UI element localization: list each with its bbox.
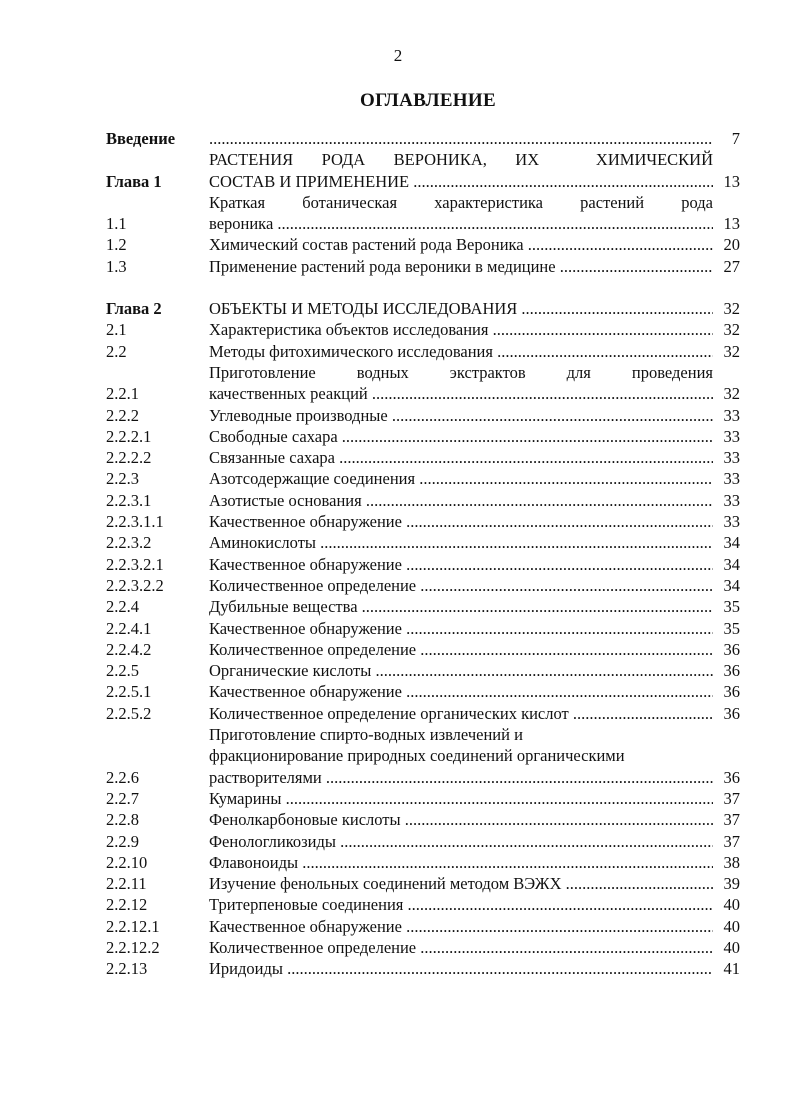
toc-entry-title: [209, 468, 713, 489]
toc-entry-number: Глава 2: [106, 299, 162, 319]
toc-entry: [106, 298, 746, 319]
toc-entry-title: [209, 490, 713, 511]
toc-entry-page: 34: [723, 554, 740, 574]
toc-entry-title-lead: РАСТЕНИЯ РОДА ВЕРОНИКА, ИХ ХИМИЧЕСКИЙ: [209, 150, 713, 170]
toc-entry-page: 38: [723, 852, 740, 872]
toc-entry-number: 2.2.6: [106, 767, 139, 787]
toc-entry-title-text: Углеводные производные .....: [209, 405, 713, 426]
toc-entry-page: 40: [723, 895, 740, 915]
toc-entry-title: [209, 958, 713, 979]
toc-entry-title: [209, 809, 713, 830]
toc-entry: [106, 894, 746, 915]
toc-entry-title: [209, 681, 713, 702]
toc-entry-title: [209, 405, 713, 426]
toc-entry-number: 2.2.12.2: [106, 937, 160, 957]
toc-entry: [106, 852, 746, 873]
toc-entry-title: [209, 341, 713, 362]
toc-entry-title: [209, 937, 713, 958]
toc-entry-number: 2.2.4: [106, 597, 139, 617]
toc-entry-number: 2.2.4.2: [106, 639, 152, 659]
table-of-contents: [106, 128, 746, 980]
toc-entry: [106, 192, 746, 235]
toc-entry-title-text: Фенологликозиды .....: [209, 831, 713, 852]
toc-entry: [106, 362, 746, 405]
toc-entry: [106, 958, 746, 979]
toc-entry-number: Глава 1: [106, 171, 162, 191]
toc-entry-title-text: Иридоиды .....: [209, 958, 713, 979]
toc-entry-title: [209, 128, 713, 149]
toc-entry-title: [209, 362, 713, 405]
toc-entry: [106, 256, 746, 277]
toc-entry: [106, 447, 746, 468]
toc-entry-title-text: Количественное определение .....: [209, 575, 713, 596]
toc-entry-number: 2.2.3.2: [106, 533, 152, 553]
toc-entry: [106, 405, 746, 426]
toc-entry-title-text: Тритерпеновые соединения .....: [209, 894, 713, 915]
toc-entry-page: 33: [723, 426, 740, 446]
toc-entry: [106, 618, 746, 639]
toc-entry: [106, 831, 746, 852]
toc-entry-number: 2.2.8: [106, 810, 139, 830]
toc-entry-number: 2.2.3: [106, 469, 139, 489]
toc-entry-title-text: качественных реакций .....: [209, 383, 713, 404]
toc-entry-number: Введение: [106, 129, 176, 148]
toc-entry: [106, 128, 746, 149]
toc-entry-title-text: Флавоноиды .....: [209, 852, 713, 873]
toc-entry-title-text: Качественное обнаружение .....: [209, 681, 713, 702]
toc-entry: [106, 149, 746, 192]
toc-entry-page: 33: [723, 469, 740, 489]
toc-entry: [106, 596, 746, 617]
toc-entry-number: 2.2.12.1: [106, 916, 160, 936]
toc-entry-page: 32: [723, 384, 740, 404]
toc-entry-title: [209, 298, 713, 319]
toc-entry-page: 36: [723, 639, 740, 659]
toc-entry-title-text: Качественное обнаружение .....: [209, 618, 713, 639]
toc-entry-number: 2.2.4.1: [106, 618, 152, 638]
toc-entry: [106, 788, 746, 809]
toc-entry-title: [209, 873, 713, 894]
toc-entry-number: 2.2.3.1: [106, 490, 152, 510]
toc-entry: [106, 511, 746, 532]
toc-entry-page: 33: [723, 512, 740, 532]
page-number: 2: [393, 46, 403, 65]
toc-entry-number: 2.2.7: [106, 788, 139, 808]
toc-entry-title: [209, 511, 713, 532]
toc-entry-page: 13: [723, 214, 740, 234]
toc-entry-title-text: Качественное обнаружение .....: [209, 554, 713, 575]
toc-entry: [106, 341, 746, 362]
toc-entry-page: 40: [723, 937, 740, 957]
toc-entry-page: 36: [723, 703, 740, 723]
toc-entry-number: 1.1: [106, 214, 127, 234]
toc-entry-title-text: Органические кислоты .....: [209, 660, 713, 681]
toc-entry-title: [209, 575, 713, 596]
toc-entry-title: [209, 788, 713, 809]
toc-entry-title-text: Фенолкарбоновые кислоты .....: [209, 809, 713, 830]
toc-entry-number: 2.2.2.1: [106, 426, 152, 446]
toc-entry-title: [209, 426, 713, 447]
toc-entry-title-text: Дубильные вещества .....: [209, 596, 713, 617]
toc-entry-title: [209, 660, 713, 681]
toc-entry-title: [209, 703, 713, 724]
toc-entry-page: 36: [723, 661, 740, 681]
toc-entry-page: 7: [731, 129, 740, 148]
toc-entry-title: [209, 916, 713, 937]
toc-entry-page: 36: [723, 682, 740, 702]
toc-entry-title: [209, 831, 713, 852]
toc-entry-number: 2.2: [106, 341, 127, 361]
toc-entry-title-text: [209, 128, 713, 149]
toc-entry-number: 2.2.3.1.1: [106, 512, 164, 532]
toc-entry-title-text: Аминокислоты .....: [209, 532, 713, 553]
page-title: ОГЛАВЛЕНИЕ: [360, 90, 496, 111]
toc-entry-title: [209, 532, 713, 553]
toc-entry-number: 2.2.1: [106, 384, 139, 404]
toc-entry-number: 2.2.3.2.2: [106, 575, 164, 595]
toc-entry-title-lead: Приготовление водных экстрактов для проведения: [209, 362, 713, 382]
toc-entry-title-text: Свободные сахара .....: [209, 426, 713, 447]
toc-entry-title: [209, 618, 713, 639]
toc-entry-page: 34: [723, 575, 740, 595]
toc-entry-number: 2.2.12: [106, 895, 148, 915]
toc-entry-title-lead: Приготовление спирто-водных извлечений и фракционирование природных соединений органическими: [209, 725, 625, 766]
toc-entry-page: 32: [723, 299, 740, 319]
toc-entry-page: 37: [723, 810, 740, 830]
toc-entry: [106, 873, 746, 894]
toc-entry-title: [209, 724, 713, 788]
toc-entry-number: 1.3: [106, 256, 127, 276]
toc-entry: [106, 703, 746, 724]
toc-entry: [106, 724, 746, 788]
toc-entry-page: 33: [723, 448, 740, 468]
toc-entry-title: [209, 554, 713, 575]
toc-entry-title-text: Качественное обнаружение .....: [209, 916, 713, 937]
toc-entry: [106, 937, 746, 958]
toc-entry: [106, 660, 746, 681]
toc-entry-number: 2.2.5: [106, 661, 139, 681]
toc-entry-page: 13: [723, 171, 740, 191]
toc-entry-title-text: Азотистые основания .....: [209, 490, 713, 511]
toc-entry-title: [209, 234, 713, 255]
toc-entry-title-text: Химический состав растений рода Вероника .....: [209, 234, 713, 255]
toc-entry: [106, 575, 746, 596]
toc-entry-title-text: Количественное определение органических кислот .....: [209, 703, 713, 724]
toc-entry: [106, 426, 746, 447]
toc-entry-title: [209, 894, 713, 915]
toc-entry-title-text: Азотсодержащие соединения .....: [209, 468, 713, 489]
toc-entry: [106, 490, 746, 511]
toc-entry-title-text: Качественное обнаружение .....: [209, 511, 713, 532]
toc-entry-title: [209, 192, 713, 235]
toc-entry-page: 35: [723, 618, 740, 638]
toc-entry-page: 32: [723, 341, 740, 361]
toc-entry-title-text: Связанные сахара .....: [209, 447, 713, 468]
toc-entry-page: 40: [723, 916, 740, 936]
toc-entry-page: 20: [723, 235, 740, 255]
toc-entry-title-text: растворителями .....: [209, 767, 713, 788]
toc-entry-number: 2.2.11: [106, 874, 147, 894]
toc-entry-page: 33: [723, 405, 740, 425]
toc-entry-page: 37: [723, 788, 740, 808]
toc-entry-number: 2.2.5.2: [106, 703, 152, 723]
toc-entry-title-text: Количественное определение .....: [209, 639, 713, 660]
toc-entry-page: 39: [723, 874, 740, 894]
toc-entry-title: [209, 256, 713, 277]
toc-entry-title-lead: Краткая ботаническая характеристика растений рода: [209, 192, 713, 212]
toc-entry-title-text: Применение растений рода вероники в медицине .....: [209, 256, 713, 277]
toc-entry: [106, 532, 746, 553]
toc-entry-page: 32: [723, 320, 740, 340]
toc-entry: [106, 681, 746, 702]
toc-entry: [106, 809, 746, 830]
toc-entry-page: 41: [723, 959, 740, 979]
toc-entry-page: 27: [723, 256, 740, 276]
toc-entry-title-text: Методы фитохимического исследования .....: [209, 341, 713, 362]
toc-entry-page: 33: [723, 490, 740, 510]
toc-entry-title-text: Количественное определение .....: [209, 937, 713, 958]
toc-entry-title-text: Характеристика объектов исследования .....: [209, 319, 713, 340]
toc-entry-number: 2.1: [106, 320, 127, 340]
toc-entry-number: 2.2.5.1: [106, 682, 152, 702]
toc-entry-title: [209, 596, 713, 617]
toc-entry-title: [209, 319, 713, 340]
toc-entry-number: 2.2.2.2: [106, 448, 152, 468]
toc-entry: [106, 916, 746, 937]
toc-entry-title-text: Кумарины .....: [209, 788, 713, 809]
toc-entry-page: 35: [723, 597, 740, 617]
toc-entry: [106, 468, 746, 489]
toc-entry-title-text: вероника .....: [209, 213, 713, 234]
toc-entry: [106, 554, 746, 575]
toc-entry-title: [209, 447, 713, 468]
toc-entry-number: 2.2.10: [106, 852, 148, 872]
toc-entry-title-text: СОСТАВ И ПРИМЕНЕНИЕ .....: [209, 171, 713, 192]
toc-entry-title: [209, 149, 713, 192]
toc-entry-number: 1.2: [106, 235, 127, 255]
toc-entry-number: 2.2.9: [106, 831, 139, 851]
toc-entry-page: 37: [723, 831, 740, 851]
toc-entry-title-text: ОБЪЕКТЫ И МЕТОДЫ ИССЛЕДОВАНИЯ .....: [209, 298, 713, 319]
toc-entry-number: 2.2.2: [106, 405, 139, 425]
toc-entry: [106, 319, 746, 340]
toc-entry-title: [209, 852, 713, 873]
toc-entry-title-text: Изучение фенольных соединений методом ВЭЖХ .....: [209, 873, 713, 894]
toc-entry-number: 2.2.3.2.1: [106, 554, 164, 574]
toc-entry-number: 2.2.13: [106, 959, 148, 979]
toc-entry: [106, 639, 746, 660]
toc-entry-title: [209, 639, 713, 660]
toc-entry-page: 34: [723, 533, 740, 553]
toc-entry-page: 36: [723, 767, 740, 787]
toc-entry: [106, 234, 746, 255]
